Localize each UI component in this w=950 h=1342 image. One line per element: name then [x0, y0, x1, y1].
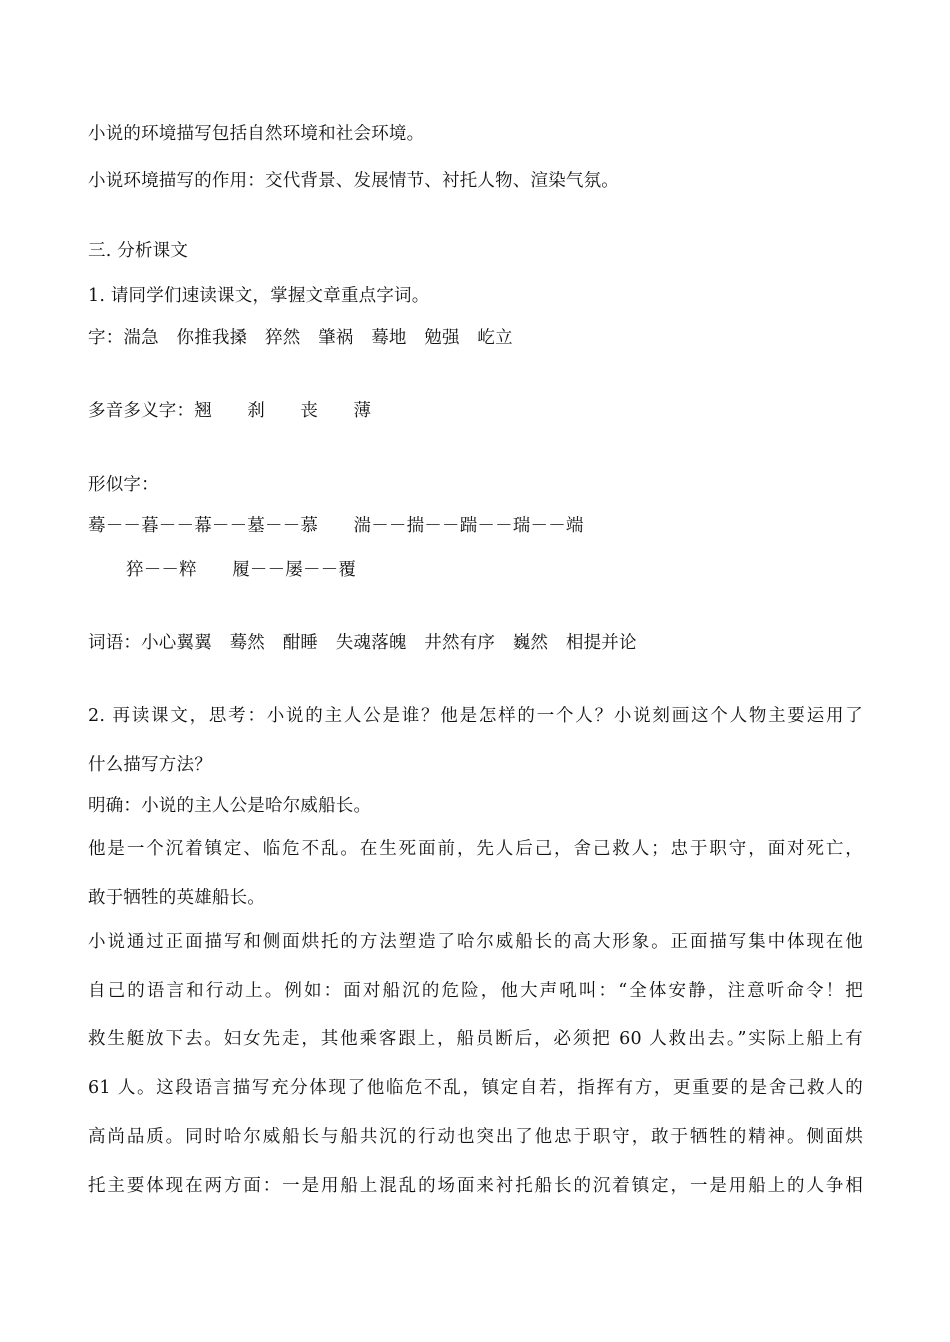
analysis-paragraph-line-4: 61 人。这段语言描写充分体现了他临危不乱，镇定自若，指挥有方，更重要的是舍己救人的 — [88, 1078, 863, 1098]
task-1-prompt: 1. 请同学们速读课文，掌握文章重点字词。 — [88, 286, 430, 306]
section-heading-analyze-text: 三. 分析课文 — [88, 241, 189, 261]
analysis-paragraph-line-3: 救生艇放下去。妇女先走，其他乘客跟上，船员断后，必须把 60 人救出去。”实际上船上有 — [88, 1029, 863, 1049]
answer-character-line-2: 敢于牺牲的英雄船长。 — [88, 888, 265, 908]
similar-characters-line-1: 蓦－－暮－－幕－－墓－－慕 湍－－揣－－踹－－瑞－－端 — [88, 516, 584, 536]
answer-protagonist: 明确：小说的主人公是哈尔威船长。 — [88, 796, 372, 816]
similar-characters-label: 形似字： — [88, 475, 159, 495]
analysis-paragraph-line-2: 自己的语言和行动上。例如：面对船沉的危险，他大声吼叫：“全体安静，注意听命令！把 — [88, 981, 863, 1001]
paragraph-environment-description: 小说的环境描写包括自然环境和社会环境。 — [88, 124, 425, 144]
polyphonic-characters-line: 多音多义字：翘 刹 丧 薄 — [88, 401, 372, 421]
task-2-question-line-2: 什么描写方法？ — [88, 755, 212, 775]
analysis-paragraph-line-5: 高尚品质。同时哈尔威船长与船共沉的行动也突出了他忠于职守，敢于牺牲的精神。侧面烘 — [88, 1127, 863, 1147]
key-characters-line: 字：湍急 你推我搡 猝然 肇祸 蓦地 勉强 屹立 — [88, 328, 513, 348]
similar-characters-line-2: 猝－－粹 履－－屡－－覆 — [126, 560, 357, 580]
analysis-paragraph-line-1: 小说通过正面描写和侧面烘托的方法塑造了哈尔威船长的高大形象。正面描写集中体现在他 — [88, 932, 863, 952]
answer-character-line-1: 他是一个沉着镇定、临危不乱。在生死面前，先人后己，舍己救人；忠于职守，面对死亡， — [88, 839, 863, 859]
vocabulary-line: 词语：小心翼翼 蓦然 酣睡 失魂落魄 井然有序 巍然 相提并论 — [88, 633, 637, 653]
paragraph-environment-function: 小说环境描写的作用：交代背景、发展情节、衬托人物、渲染气氛。 — [88, 171, 619, 191]
task-2-question-line-1: 2. 再读课文，思考：小说的主人公是谁？他是怎样的一个人？小说刻画这个人物主要运用了 — [88, 706, 863, 726]
analysis-paragraph-line-6: 托主要体现在两方面：一是用船上混乱的场面来衬托船长的沉着镇定，一是用船上的人争相 — [88, 1176, 863, 1196]
